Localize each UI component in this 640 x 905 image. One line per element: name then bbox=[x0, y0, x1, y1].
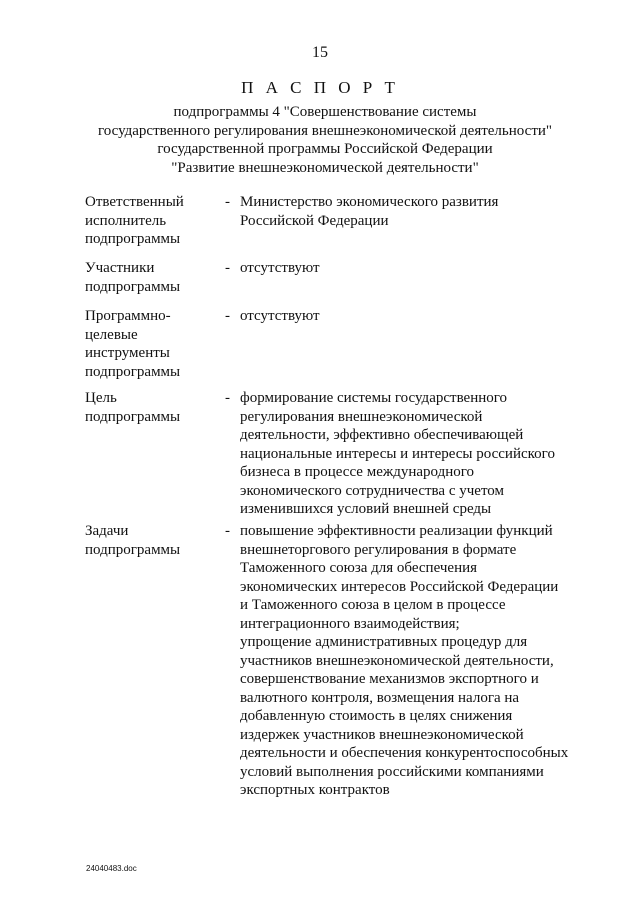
value-line: Таможенного союза для обеспечения bbox=[240, 560, 478, 576]
row-label bbox=[85, 522, 180, 559]
subtitle bbox=[60, 103, 590, 177]
value-line: издержек участников внешнеэкономической bbox=[240, 726, 524, 743]
subtitle-line: "Развитие внешнеэкономической деятельности" bbox=[171, 159, 479, 176]
value-line: условий выполнения российскими компаниями bbox=[240, 763, 544, 780]
label-line: подпрограммы bbox=[85, 278, 181, 295]
row-label bbox=[85, 259, 180, 296]
value-line: упрощение административных процедур для bbox=[240, 634, 528, 650]
subtitle-line: государственного регулирования внешнеэкономической деятельности" bbox=[97, 122, 553, 139]
value-line: экономического сотрудничества с учетом bbox=[240, 482, 505, 499]
subtitle-line: государственной программы Российской Федерации bbox=[157, 141, 493, 157]
page-number: 15 bbox=[312, 44, 328, 61]
label-line: Ответственный bbox=[85, 194, 184, 210]
value-line: повышение эффективности реализации функций bbox=[240, 523, 553, 539]
label-line: Участники bbox=[85, 260, 155, 276]
value-line: добавленную стоимость в целях снижения bbox=[240, 708, 513, 724]
value-line: совершенствование механизмов экспортного и bbox=[240, 671, 539, 687]
page-title: П А С П О Р Т bbox=[241, 78, 399, 97]
row-label bbox=[85, 307, 180, 381]
row-dash: - bbox=[225, 390, 230, 406]
value-line: бизнеса в процессе международного bbox=[240, 464, 475, 480]
label-line: исполнитель bbox=[85, 212, 167, 229]
value-line: экономических интересов Российской Федерации bbox=[240, 578, 559, 595]
label-line: Цель bbox=[85, 390, 117, 406]
subtitle-line: подпрограммы 4 "Совершенствование системы bbox=[173, 104, 477, 120]
value-line: участников внешнеэкономической деятельности, bbox=[240, 652, 554, 669]
row-value bbox=[240, 259, 320, 278]
label-line: инструменты bbox=[85, 345, 170, 361]
value-line: регулирования внешнеэкономической bbox=[240, 408, 483, 425]
value-line: деятельности и обеспечения конкурентоспособных bbox=[240, 745, 569, 761]
value-line: внешнеторгового регулирования в формате bbox=[240, 541, 517, 558]
value-line: интеграционного взаимодействия; bbox=[240, 615, 460, 632]
row-value bbox=[240, 522, 568, 800]
value-line: национальные интересы и интересы российского bbox=[240, 445, 555, 462]
label-line: Программно- bbox=[85, 308, 171, 324]
row-label bbox=[85, 193, 184, 249]
row-label bbox=[85, 389, 180, 426]
label-line: подпрограммы bbox=[85, 408, 181, 425]
value-line: Министерство экономического развития bbox=[240, 194, 499, 210]
row-value bbox=[240, 307, 320, 326]
value-line: отсутствуют bbox=[240, 308, 320, 324]
label-line: подпрограммы bbox=[85, 231, 181, 247]
label-line: целевые bbox=[85, 326, 138, 343]
value-line: и Таможенного союза в целом в процессе bbox=[240, 597, 506, 613]
row-dash: - bbox=[225, 194, 230, 210]
label-line: подпрограммы bbox=[85, 363, 181, 380]
label-line: подпрограммы bbox=[85, 541, 181, 558]
value-line: отсутствуют bbox=[240, 260, 320, 276]
value-line: валютного контроля, возмещения налога на bbox=[240, 689, 520, 706]
label-line: Задачи bbox=[85, 523, 129, 539]
row-dash: - bbox=[225, 308, 230, 324]
row-value bbox=[240, 193, 498, 230]
value-line: формирование системы государственного bbox=[240, 390, 508, 406]
row-dash: - bbox=[225, 523, 230, 539]
row-dash: - bbox=[225, 260, 230, 276]
value-line: деятельности, эффективно обеспечивающей bbox=[240, 427, 524, 443]
value-line: экспортных контрактов bbox=[240, 782, 390, 798]
row-value bbox=[240, 389, 555, 519]
value-line: изменившихся условий внешней среды bbox=[240, 501, 492, 517]
file-name-footer: 24040483.doc bbox=[86, 864, 137, 873]
value-line: Российской Федерации bbox=[240, 212, 389, 229]
